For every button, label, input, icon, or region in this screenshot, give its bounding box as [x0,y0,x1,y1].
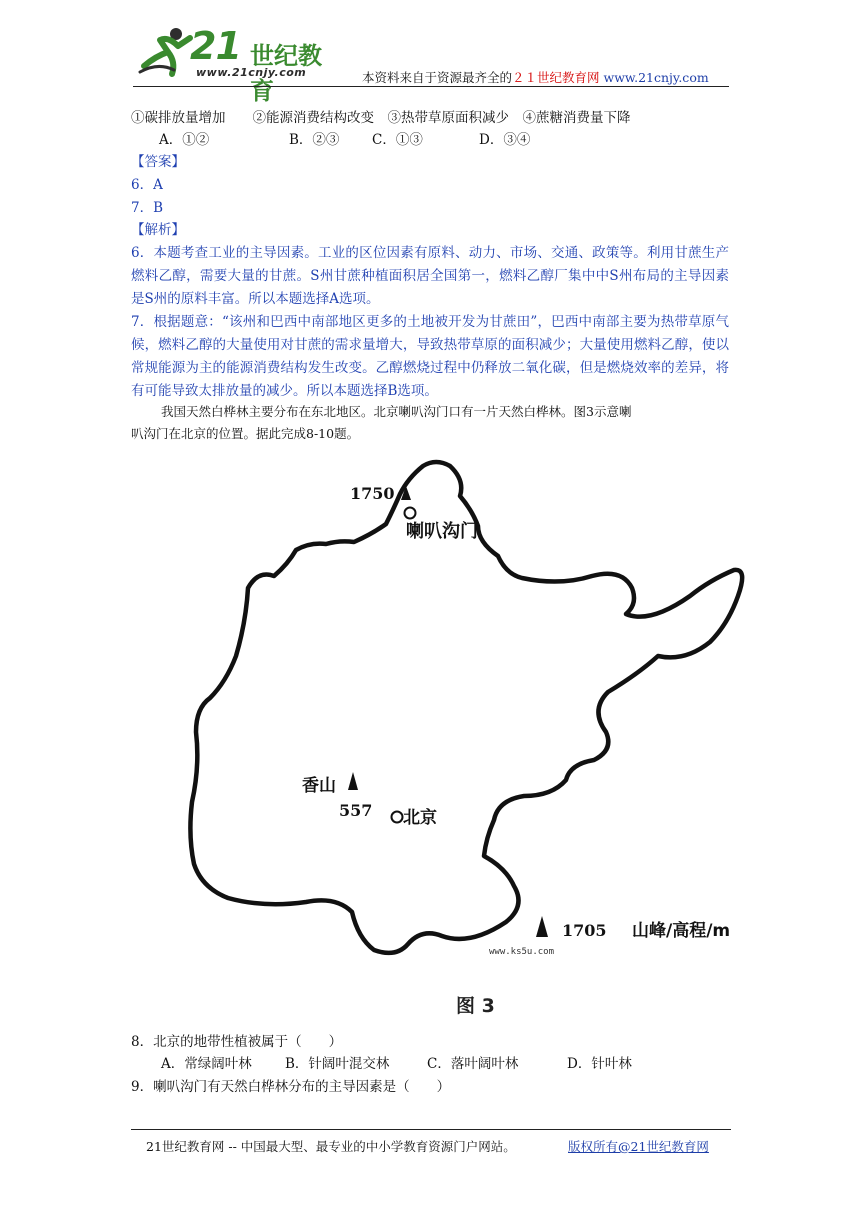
peak-north-elevation: 1750 [350,484,395,503]
footer-divider [131,1129,731,1130]
place-labahougou: 喇叭沟门 [406,521,478,542]
q8-choice-a: A．常绿阔叶林 [161,1056,252,1072]
choices-row [159,130,579,150]
legend-elevation: 1705 [562,921,607,940]
choice-a: A．①② [159,132,210,148]
footer-text: 21世纪教育网 -- 中国最大型、最专业的中小学教育资源门户网站。 [146,1139,516,1154]
footer-copyright-link[interactable]: 版权所有@21世纪教育网 [568,1139,709,1154]
q8-choice-d: D．针叶林 [567,1056,632,1072]
q8-choice-c: C．落叶阔叶林 [427,1056,519,1072]
header-divider [133,86,729,87]
header-site-link[interactable]: ２１世纪教育网 [512,70,600,85]
answer-7: 7．B [131,200,164,216]
question-9: 9．喇叭沟门有天然白桦林分布的主导因素是（ ） [131,1079,451,1095]
beijing-map [180,446,760,1030]
legend-peak-icon [536,916,548,937]
peak-xiangshan-icon [348,772,358,790]
labahougou-marker-icon [405,508,416,519]
logo-url: www.21cnjy.com [196,66,307,79]
peak-xiangshan-elevation: 557 [339,801,373,820]
choice-c: C．①③ [372,132,423,148]
logo-number: 21 [190,24,241,68]
header-note-prefix: 本资料来自于资源最齐全的 [362,70,513,85]
analysis-6: 6．本题考查工业的主导因素。工业的区位因素有原料、动力、市场、交通、政策等。利用甘蔗生产燃料乙醇，需要大量的甘蔗。S州甘蔗种植面积居全国第一，燃料乙醇厂集中中S州布局的主导因素是S州的原料丰富。所以本题选择A选项。 [131,245,729,307]
intro-line-2: 叭沟门在北京的位置。据此完成8-10题。 [131,426,360,441]
answer-heading: 【答案】 [131,154,185,170]
beijing-city-icon [392,812,403,823]
question-8-choices [161,1054,661,1074]
analysis-heading: 【解析】 [131,222,185,238]
header-note [362,68,709,86]
logo-text: 世纪教育 [250,42,322,105]
figure-caption: 图 3 [456,995,495,1017]
analysis-7: 7．根据题意：“该州和巴西中南部地区更多的土地被开发为甘蔗田”，巴西中南部主要为热带草原气候，燃料乙醇的大量使用对甘蔗的需求量增大，导致热带草原的面积减少；大量使用燃料乙醇，使以常规能源为主的能源消费结构发生改变。乙醇燃烧过程中仍释放二氧化碳，但是燃烧效率的差异，将有可能导致太排放量的减少。所以本题选择B选项。 [131,314,729,399]
city-beijing: 北京 [403,808,437,828]
site-logo [138,22,338,105]
peak-xiangshan-label: 香山 [302,776,336,796]
header-url-link[interactable]: www.21cnjy.com [603,70,709,85]
options-row: ①碳排放量增加 ②能源消费结构改变 ③热带草原面积减少 ④蔗糖消费量下降 [131,110,631,126]
runner-logo-icon [138,26,196,78]
choice-b: B．②③ [289,132,340,148]
q8-choice-b: B．针阔叶混交林 [285,1056,390,1072]
legend-label: 山峰/高程/m [632,921,731,941]
watermark-site: www.ks5u.com [489,947,555,957]
intro-line-1: 我国天然白桦林主要分布在东北地区。北京喇叭沟门口有一片天然白桦林。图3示意喇 [161,404,632,419]
question-8: 8．北京的地带性植被属于（ ） [131,1034,343,1050]
answer-6: 6．A [131,177,163,193]
choice-d: D．③④ [479,132,531,148]
